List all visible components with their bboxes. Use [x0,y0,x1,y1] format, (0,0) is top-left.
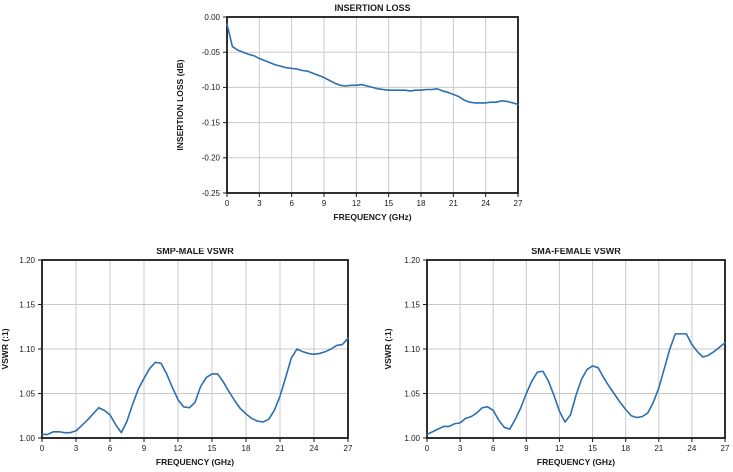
plot-area [227,17,518,193]
y-tick-label: 1.15 [404,300,420,310]
chart-svg-smp-male-vswr [0,248,360,472]
x-tick-label: 15 [384,199,394,208]
x-tick-label: 12 [554,444,564,453]
y-tick-label: 1.00 [19,433,35,443]
x-axis-label: FREQUENCY (GHz) [155,457,235,467]
x-tick-label: 6 [490,444,496,453]
y-tick-label: 0.00 [204,12,220,22]
y-tick-label: 1.05 [404,389,420,399]
y-tick-label: 1.10 [19,344,35,354]
x-tick-label: 6 [107,444,113,453]
y-tick-label: 1.05 [19,389,35,399]
chart-svg-insertion-loss [168,0,528,232]
x-tick-label: 3 [257,199,262,208]
chart-title: SMP-MALE VSWR [156,248,234,256]
x-axis-label: FREQUENCY (GHz) [536,457,616,467]
x-tick-label: 0 [39,444,45,453]
x-tick-label: 18 [416,199,426,208]
y-tick-label: 1.20 [404,255,420,265]
x-tick-label: 12 [173,444,183,453]
chart-insertion-loss [168,0,528,232]
x-tick-label: 9 [141,444,147,453]
x-tick-label: 18 [241,444,251,453]
x-tick-label: 24 [687,444,697,453]
x-tick-label: 15 [207,444,217,453]
x-axis-label: FREQUENCY (GHz) [333,212,412,222]
x-tick-label: 27 [720,444,730,453]
x-tick-label: 0 [424,444,430,453]
chart-smp-male-vswr [0,248,360,472]
x-tick-label: 9 [524,444,529,453]
y-axis-label: VSWR (:1) [383,328,393,370]
x-tick-label: 21 [448,199,458,208]
x-tick-label: 15 [588,444,598,453]
y-tick-label: 1.15 [19,300,35,310]
x-tick-label: 0 [224,199,230,208]
y-axis-label: INSERTION LOSS (dB) [175,59,185,151]
y-tick-label: -0.25 [201,188,220,198]
x-tick-label: 27 [513,199,523,208]
x-tick-label: 6 [289,199,294,208]
y-tick-label: -0.10 [201,83,220,93]
x-tick-label: 3 [457,444,463,453]
x-tick-label: 24 [309,444,319,453]
chart-title: INSERTION LOSS [334,3,411,13]
y-axis-label: VSWR (:1) [0,328,10,370]
x-tick-label: 18 [621,444,631,453]
y-tick-label: -0.05 [201,48,220,57]
x-tick-label: 21 [654,444,664,453]
x-tick-label: 21 [275,444,285,453]
x-tick-label: 27 [343,444,353,453]
x-tick-label: 9 [321,199,327,208]
chart-title: SMA-FEMALE VSWR [531,248,621,256]
x-tick-label: 12 [351,199,361,208]
y-tick-label: -0.20 [201,153,220,163]
y-tick-label: 1.10 [404,344,420,354]
x-tick-label: 24 [481,199,491,208]
y-tick-label: -0.15 [201,118,220,128]
y-tick-label: 1.00 [404,433,420,443]
y-tick-label: 1.20 [19,255,35,265]
x-tick-label: 3 [73,444,79,453]
chart-svg-sma-female-vswr [380,248,733,472]
chart-sma-female-vswr [380,248,733,472]
